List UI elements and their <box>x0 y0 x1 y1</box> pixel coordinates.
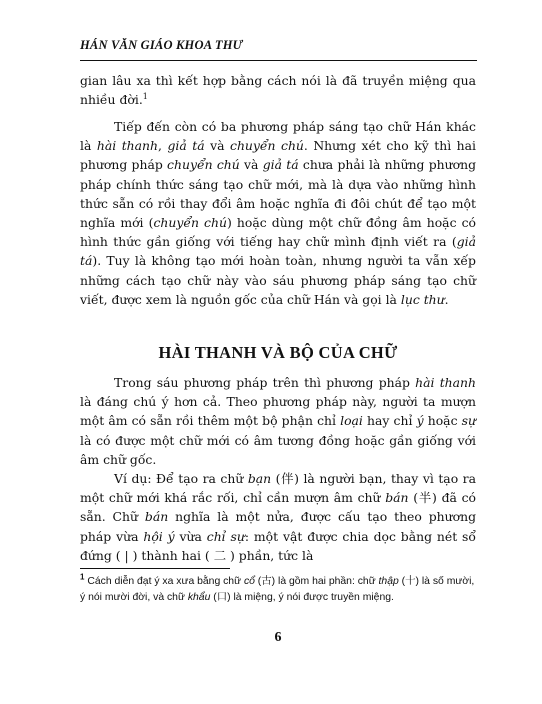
section-heading: HÀI THANH VÀ BỘ CỦA CHỮ <box>158 343 398 362</box>
term-y: ý <box>416 413 424 429</box>
term-co: cổ <box>243 576 255 587</box>
paragraph-3 <box>80 373 476 469</box>
text-run: (伴) là người bạn, thay vì tạo ra một chữ mới khá rắc rối, chỉ cần mượn âm chữ <box>80 471 476 506</box>
text-run: : một vật được chia dọc bằng nét sổ đứng ( | ) thành hai ( 二 ) phần, tức là <box>80 528 476 563</box>
text-run: và <box>204 138 230 154</box>
term-ban-half: bán <box>385 490 409 506</box>
term-ban-half: bán <box>144 509 169 525</box>
text-run: (半) đã có sẵn. Chữ <box>80 490 477 525</box>
text-run: chưa phải là những phương pháp chính thức sáng tạo chữ mới, mà là dựa vào những hình thức sẵn có rồi thay đổi âm hoặc nghĩa đi đôi chút để tạo một nghĩa mới ( <box>80 157 477 231</box>
term-ban: bạn <box>247 471 272 486</box>
footnote-rule <box>80 568 230 569</box>
text-run: . Nhưng xét cho kỹ thì hai phương pháp <box>80 138 476 173</box>
footnote <box>80 574 476 606</box>
term-gia-ta: giả tá <box>167 138 205 154</box>
text-run: (十) là số mười, ý nói mười đời, và chữ <box>80 576 475 603</box>
term-khau: khẩu <box>187 592 211 603</box>
term-su: sự <box>461 413 476 429</box>
paragraph-2 <box>80 117 476 309</box>
text-run: Trong sáu phương pháp trên thì phương pháp <box>114 375 416 390</box>
text-run: vừa <box>174 528 207 544</box>
term-luc-thu: lục thư <box>400 291 445 307</box>
term-gia-ta: giả tá <box>80 234 476 269</box>
text-run: , <box>158 138 168 154</box>
text-run: là có được một chữ mới có âm tương đồng hoặc gần giống với âm chữ gốc. <box>80 432 476 467</box>
text-run: Tiếp đến còn có ba phương pháp sáng tạo chữ Hán khác là <box>80 119 476 154</box>
term-chuyen-chu: chuyển chú <box>153 215 227 231</box>
text-run: (古) là gồm hai phần: chữ <box>254 576 379 587</box>
text-run: hay chỉ <box>362 413 417 429</box>
text-run: Cách diễn đạt ý xa xưa bằng chữ <box>84 576 244 587</box>
term-loai: loại <box>340 413 363 429</box>
text-run: nghĩa là một nửa, được cấu tạo theo phương pháp vừa <box>80 509 477 544</box>
paragraph-1 <box>80 71 476 109</box>
text-run: ). Tuy là không tạo mới hoàn toàn, nhưng người ta vẫn xếp những cách tạo chữ này vào sáu phương pháp sáng tạo chữ viết, được xem là nguồn gốc của chữ Hán và gọi là <box>80 253 476 307</box>
text-run: và <box>239 157 263 173</box>
term-hai-thanh: hài thanh <box>415 375 477 390</box>
term-chi-su: chỉ sự <box>206 528 245 544</box>
paragraph-1-text: gian lâu xa thì kết hợp bằng cách nói là đã truyền miệng qua nhiều đời. <box>80 73 476 108</box>
text-run: hoặc <box>423 413 462 429</box>
running-head: HÁN VĂN GIÁO KHOA THƯ <box>80 38 243 52</box>
term-gia-ta: giả tá <box>262 157 299 173</box>
header-rule <box>80 60 477 61</box>
text-run: (口) là miệng, ý nói được truyền miệng. <box>210 592 394 603</box>
term-hoi-y: hội ý <box>143 528 175 544</box>
page-number: 6 <box>274 630 282 645</box>
text-run: . <box>444 291 449 307</box>
text-run: Ví dụ: Để tạo ra chữ <box>114 471 248 486</box>
text-run: ) hoặc dùng một chữ đồng âm hoặc có hình thức gần giống với tiếng hay chữ mình định viết ra ( <box>80 215 477 250</box>
paragraph-4 <box>80 469 476 565</box>
footnote-mark: 1 <box>80 572 85 582</box>
term-thap: thập <box>378 576 399 587</box>
term-chuyen-chu: chuyển chú <box>167 157 240 173</box>
footnote-ref[interactable]: 1 <box>142 92 148 102</box>
text-run: là đáng chú ý hơn cả. Theo phương pháp này, người ta mượn một âm có sẵn rồi thêm một bộ phận chỉ <box>80 394 476 429</box>
term-hai-thanh: hài thanh <box>96 138 158 154</box>
term-chuyen-chu: chuyển chú <box>230 138 304 154</box>
